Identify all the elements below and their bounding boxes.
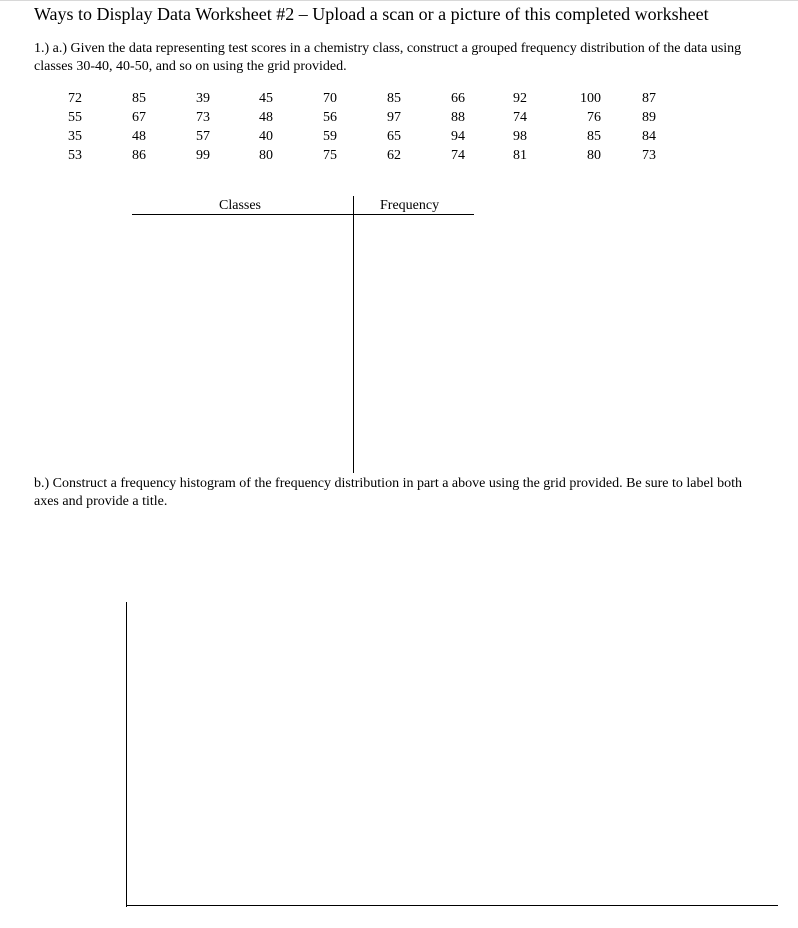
classes-header: Classes (219, 198, 261, 213)
score-cell: 35 (68, 129, 82, 144)
score-cell: 84 (642, 129, 656, 144)
score-cell: 56 (323, 110, 337, 125)
score-cell: 87 (642, 91, 656, 106)
worksheet-title: Ways to Display Data Worksheet #2 – Upload a scan or a picture of this completed worksheet (34, 4, 709, 24)
t-chart-horizontal-line (132, 214, 474, 215)
score-cell: 72 (68, 91, 82, 106)
score-cell: 100 (580, 91, 601, 106)
score-cell: 39 (196, 91, 210, 106)
score-cell: 80 (259, 148, 273, 163)
histogram-y-axis (126, 602, 127, 907)
score-cell: 85 (587, 129, 601, 144)
score-cell: 62 (387, 148, 401, 163)
score-cell: 73 (196, 110, 210, 125)
score-cell: 65 (387, 129, 401, 144)
histogram-x-axis (126, 905, 778, 906)
frequency-header: Frequency (380, 198, 440, 213)
score-cell: 81 (513, 148, 527, 163)
score-cell: 59 (323, 129, 337, 144)
score-cell: 53 (68, 148, 82, 163)
score-cell: 70 (323, 91, 337, 106)
score-cell: 73 (642, 148, 656, 163)
score-cell: 48 (132, 129, 146, 144)
score-cell: 74 (513, 110, 527, 125)
score-cell: 86 (132, 148, 146, 163)
score-cell: 94 (451, 129, 465, 144)
question-1a-text: 1.) a.) Given the data representing test scores in a chemistry class, construct a grouped frequency distribution of the data using classes 30-40, 40-50, and so on using the grid provided. (34, 41, 742, 74)
score-cell: 89 (642, 110, 656, 125)
score-cell: 55 (68, 110, 82, 125)
score-cell: 97 (387, 110, 401, 125)
score-cell: 99 (196, 148, 210, 163)
score-cell: 76 (587, 110, 601, 125)
score-cell: 40 (259, 129, 273, 144)
score-cell: 85 (132, 91, 146, 106)
score-cell: 74 (451, 148, 465, 163)
top-rule (0, 0, 798, 1)
score-cell: 75 (323, 148, 337, 163)
score-cell: 45 (259, 91, 273, 106)
score-cell: 80 (587, 148, 601, 163)
score-cell: 88 (451, 110, 465, 125)
score-cell: 85 (387, 91, 401, 106)
score-cell: 67 (132, 110, 146, 125)
score-cell: 66 (451, 91, 465, 106)
t-chart-vertical-line (353, 196, 354, 473)
question-1b-text: b.) Construct a frequency histogram of the frequency distribution in part a above using the grid provided. Be sure to label both axes and provide a title. (34, 476, 742, 509)
score-cell: 92 (513, 91, 527, 106)
score-cell: 48 (259, 110, 273, 125)
score-cell: 57 (196, 129, 210, 144)
score-cell: 98 (513, 129, 527, 144)
